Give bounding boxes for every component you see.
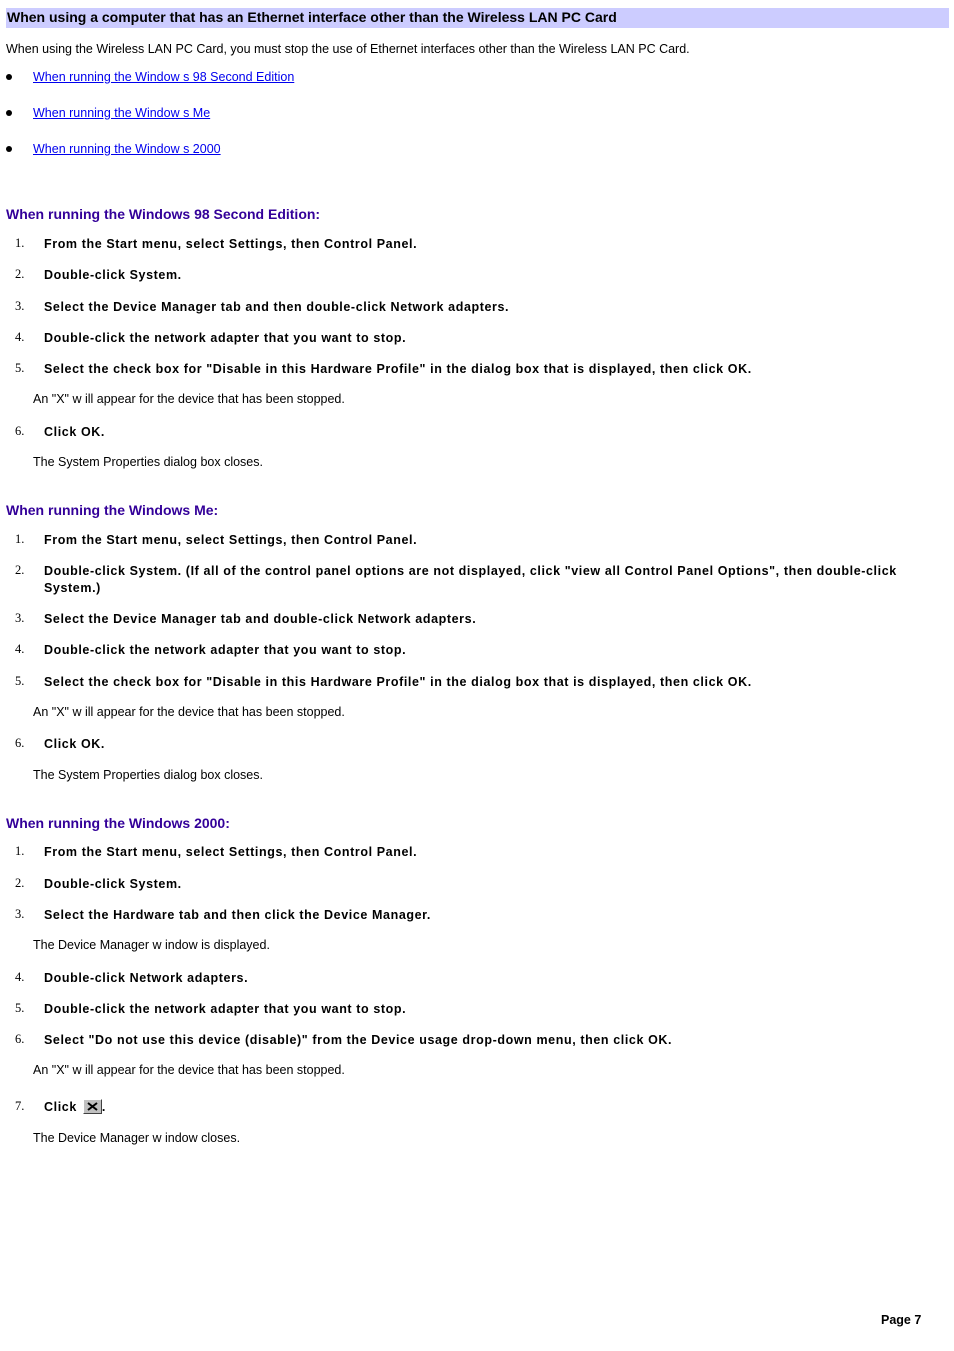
link-windows-2000[interactable]: When running the Window s 2000: [33, 142, 221, 156]
step-note: An "X" w ill appear for the device that has been stopped.: [33, 392, 345, 406]
intro-text: When using the Wireless LAN PC Card, you must stop the use of Ethernet interfaces other than the Wireless LAN PC Card.: [6, 42, 690, 56]
step-text: Select the check box for "Disable in this Hardware Profile" in the dialog box that is displayed, then click OK.: [44, 675, 752, 689]
step-note: The System Properties dialog box closes.: [33, 768, 263, 782]
step-number: 5.: [15, 1001, 25, 1015]
step-text: Double-click System. (If all of the control panel options are not displayed, click "view all Control Panel Options", then double-click System.): [44, 564, 897, 595]
step-number: 6.: [15, 424, 25, 438]
link-windows-me[interactable]: When running the Window s Me: [33, 106, 211, 120]
page-number: Page 7: [881, 1313, 922, 1327]
bullet-icon: [6, 74, 12, 80]
step-number: 4.: [15, 970, 25, 984]
link-item-2000: [6, 142, 221, 156]
step-text: Select the check box for "Disable in this Hardware Profile" in the dialog box that is displayed, then click OK.: [44, 362, 752, 376]
step-number: 1.: [15, 844, 25, 858]
page-title: When using a computer that has an Ethernet interface other than the Wireless LAN PC Card: [6, 8, 949, 28]
step-text: Click OK.: [44, 425, 105, 439]
step-text: Double-click Network adapters.: [44, 971, 249, 985]
section-heading-98se: When running the Windows 98 Second Edition:: [6, 206, 321, 222]
step-text: From the Start menu, select Settings, then Control Panel.: [44, 845, 418, 859]
link-windows-98se[interactable]: When running the Window s 98 Second Edition: [33, 70, 295, 84]
step-text: Select the Hardware tab and then click the Device Manager.: [44, 908, 432, 922]
section-heading-me: When running the Windows Me:: [6, 502, 219, 518]
link-item-98se: [6, 70, 294, 84]
step-number: 6.: [15, 736, 25, 750]
step-number: 2.: [15, 267, 25, 281]
step-text-suffix: .: [101, 1100, 106, 1114]
step-note: The Device Manager w indow closes.: [33, 1131, 241, 1145]
step-text: From the Start menu, select Settings, then Control Panel.: [44, 533, 418, 547]
step-number: 3.: [15, 907, 25, 921]
step-number: 5.: [15, 674, 25, 688]
step-number: 4.: [15, 642, 25, 656]
step-number: 4.: [15, 330, 25, 344]
bullet-icon: [6, 110, 12, 116]
bullet-icon: [6, 146, 12, 152]
link-item-me: [6, 106, 210, 120]
step-text: Click OK.: [44, 737, 105, 751]
close-icon: [83, 1099, 102, 1114]
step-text: Select the Device Manager tab and then double-click Network adapters.: [44, 300, 510, 314]
step-text: Double-click the network adapter that you want to stop.: [44, 643, 407, 657]
step-note: The System Properties dialog box closes.: [33, 455, 263, 469]
step-number: 1.: [15, 532, 25, 546]
step-text: Double-click System.: [44, 877, 182, 891]
step-text: Select the Device Manager tab and double-click Network adapters.: [44, 612, 477, 626]
step-number: 2.: [15, 563, 25, 577]
step-number: 2.: [15, 876, 25, 890]
step-number: 7.: [15, 1099, 25, 1113]
step-text: Select "Do not use this device (disable)" from the Device usage drop-down menu, then click OK.: [44, 1033, 673, 1047]
step-text: [44, 1099, 914, 1116]
step-number: 6.: [15, 1032, 25, 1046]
step-text: From the Start menu, select Settings, then Control Panel.: [44, 237, 418, 251]
step-number: 3.: [15, 299, 25, 313]
step-text-label: Click: [44, 1100, 77, 1114]
section-heading-2000: When running the Windows 2000:: [6, 815, 230, 831]
step-note: The Device Manager w indow is displayed.: [33, 938, 270, 952]
step-number: 3.: [15, 611, 25, 625]
step-number: 1.: [15, 236, 25, 250]
step-note: An "X" w ill appear for the device that has been stopped.: [33, 705, 345, 719]
step-note: An "X" w ill appear for the device that has been stopped.: [33, 1063, 345, 1077]
step-text: Double-click the network adapter that you want to stop.: [44, 1002, 407, 1016]
step-number: 5.: [15, 361, 25, 375]
step-text: Double-click the network adapter that you want to stop.: [44, 331, 407, 345]
step-text: Double-click System.: [44, 268, 182, 282]
